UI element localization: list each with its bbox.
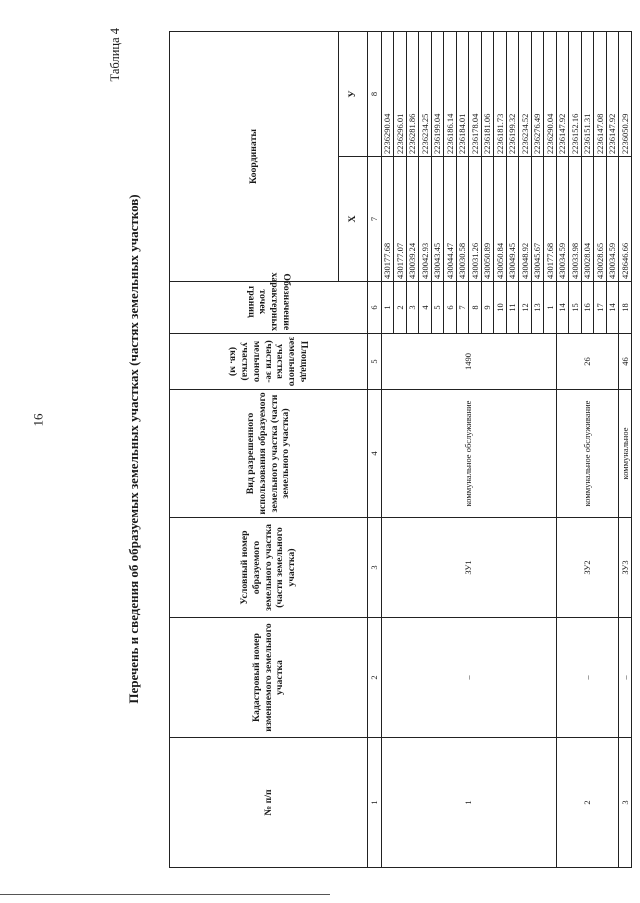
header-area-text: Площадь земельного участка (части зе-мельного участка) (кв. м) <box>228 336 310 387</box>
header-y: У <box>339 32 368 157</box>
land-plots-table <box>169 31 632 868</box>
point-id: 6 <box>444 282 457 334</box>
column-number: 7 <box>368 157 382 282</box>
coord-x: 430044.47 <box>444 157 457 282</box>
coord-x: 430177.68 <box>544 157 557 282</box>
point-id: 12 <box>519 282 532 334</box>
plot-area: 46 <box>619 334 632 390</box>
conditional-number: ЗУ2 <box>556 518 619 618</box>
header-x: X <box>339 157 368 282</box>
column-number: 6 <box>368 282 382 334</box>
coord-x: 430050.84 <box>494 157 507 282</box>
point-id: 8 <box>469 282 482 334</box>
header-number: № п/п <box>170 738 368 868</box>
header-conditional: Условный номер образуемого земельного участка (части земельного участка) <box>170 518 368 618</box>
coord-y: 2236181.06 <box>481 32 494 157</box>
table-label: Таблица 4 <box>108 28 122 82</box>
point-id: 13 <box>531 282 544 334</box>
coord-y: 2236050.29 <box>619 32 632 157</box>
coord-y: 2236290.04 <box>544 32 557 157</box>
table-row <box>556 32 569 868</box>
cadastral-number: – <box>556 618 619 738</box>
coord-x: 430033.98 <box>569 157 582 282</box>
coord-x: 430045.67 <box>531 157 544 282</box>
coord-x: 430028.65 <box>594 157 607 282</box>
point-id: 11 <box>506 282 519 334</box>
point-id: 4 <box>419 282 432 334</box>
coord-y: 2236290.04 <box>381 32 394 157</box>
coord-x: 430039.24 <box>406 157 419 282</box>
point-id: 7 <box>456 282 469 334</box>
coord-x: 430048.92 <box>519 157 532 282</box>
header-use: Вид разрешенного использования образуемого земельного участка (части земельного участка) <box>170 390 368 518</box>
table-title: Перечень и сведения об образуемых земельных участках (частях земельных участков) <box>126 194 141 704</box>
conditional-number: ЗУ3 <box>619 518 632 618</box>
coord-y: 2236199.32 <box>506 32 519 157</box>
point-id: 9 <box>481 282 494 334</box>
coord-y: 2236296.01 <box>394 32 407 157</box>
header-area <box>170 334 368 390</box>
point-id: 2 <box>394 282 407 334</box>
point-id: 14 <box>606 282 619 334</box>
coord-x: 430177.07 <box>394 157 407 282</box>
coord-y: 2236147.92 <box>606 32 619 157</box>
coord-x: 430034.59 <box>606 157 619 282</box>
conditional-number: ЗУ1 <box>381 518 556 618</box>
table-row <box>619 32 632 868</box>
coord-y: 2236184.01 <box>456 32 469 157</box>
coord-y: 2236234.25 <box>419 32 432 157</box>
point-id: 1 <box>544 282 557 334</box>
coord-y: 2236178.04 <box>469 32 482 157</box>
point-id: 16 <box>581 282 594 334</box>
coord-x: 430050.89 <box>481 157 494 282</box>
column-number: 4 <box>368 390 382 518</box>
point-id: 10 <box>494 282 507 334</box>
column-number: 5 <box>368 334 382 390</box>
point-id: 18 <box>619 282 632 334</box>
coord-y: 2236152.16 <box>569 32 582 157</box>
table-row <box>381 32 394 868</box>
point-id: 15 <box>569 282 582 334</box>
coord-y: 2236281.86 <box>406 32 419 157</box>
header-points-text: Обозначение характерных точек границ <box>245 272 292 332</box>
plot-area: 1490 <box>381 334 556 390</box>
column-number: 2 <box>368 618 382 738</box>
coord-y: 2236234.52 <box>519 32 532 157</box>
coord-x: 430043.45 <box>431 157 444 282</box>
header-points <box>170 272 368 334</box>
cadastral-number: – <box>619 618 632 738</box>
column-number: 3 <box>368 518 382 618</box>
permitted-use: коммунальное обслуживание <box>556 390 619 518</box>
coord-x: 430031.26 <box>469 157 482 282</box>
coord-y: 2236147.92 <box>556 32 569 157</box>
point-id: 14 <box>556 282 569 334</box>
rotated-page <box>108 14 630 884</box>
header-coords: Координаты <box>170 32 339 282</box>
plot-area: 26 <box>556 334 619 390</box>
column-number: 1 <box>368 738 382 868</box>
cadastral-number: – <box>381 618 556 738</box>
coord-x: 430049.45 <box>506 157 519 282</box>
plot-number: 2 <box>556 738 619 868</box>
coord-x: 428646.66 <box>619 157 632 282</box>
column-number-row <box>368 32 382 868</box>
footer-rule <box>0 894 330 895</box>
coord-y: 2236276.49 <box>531 32 544 157</box>
coord-x: 430042.93 <box>419 157 432 282</box>
plot-number: 1 <box>381 738 556 868</box>
point-id: 5 <box>431 282 444 334</box>
coord-y: 2236151.31 <box>581 32 594 157</box>
coord-y: 2236186.14 <box>444 32 457 157</box>
coord-x: 430034.59 <box>556 157 569 282</box>
header-cadastral: Кадастровый номер изменяемого земельного участка <box>170 618 368 738</box>
point-id: 1 <box>381 282 394 334</box>
coord-x: 430028.04 <box>581 157 594 282</box>
coord-y: 2236181.73 <box>494 32 507 157</box>
page-number: 16 <box>30 413 46 427</box>
column-number: 8 <box>368 32 382 157</box>
coord-y: 2236199.04 <box>431 32 444 157</box>
permitted-use: коммунальное <box>619 390 632 518</box>
coord-y: 2236147.08 <box>594 32 607 157</box>
permitted-use: коммунальное обслуживание <box>381 390 556 518</box>
point-id: 3 <box>406 282 419 334</box>
coord-x: 430030.58 <box>456 157 469 282</box>
coord-x: 430177.68 <box>381 157 394 282</box>
plot-number: 3 <box>619 738 632 868</box>
point-id: 17 <box>594 282 607 334</box>
